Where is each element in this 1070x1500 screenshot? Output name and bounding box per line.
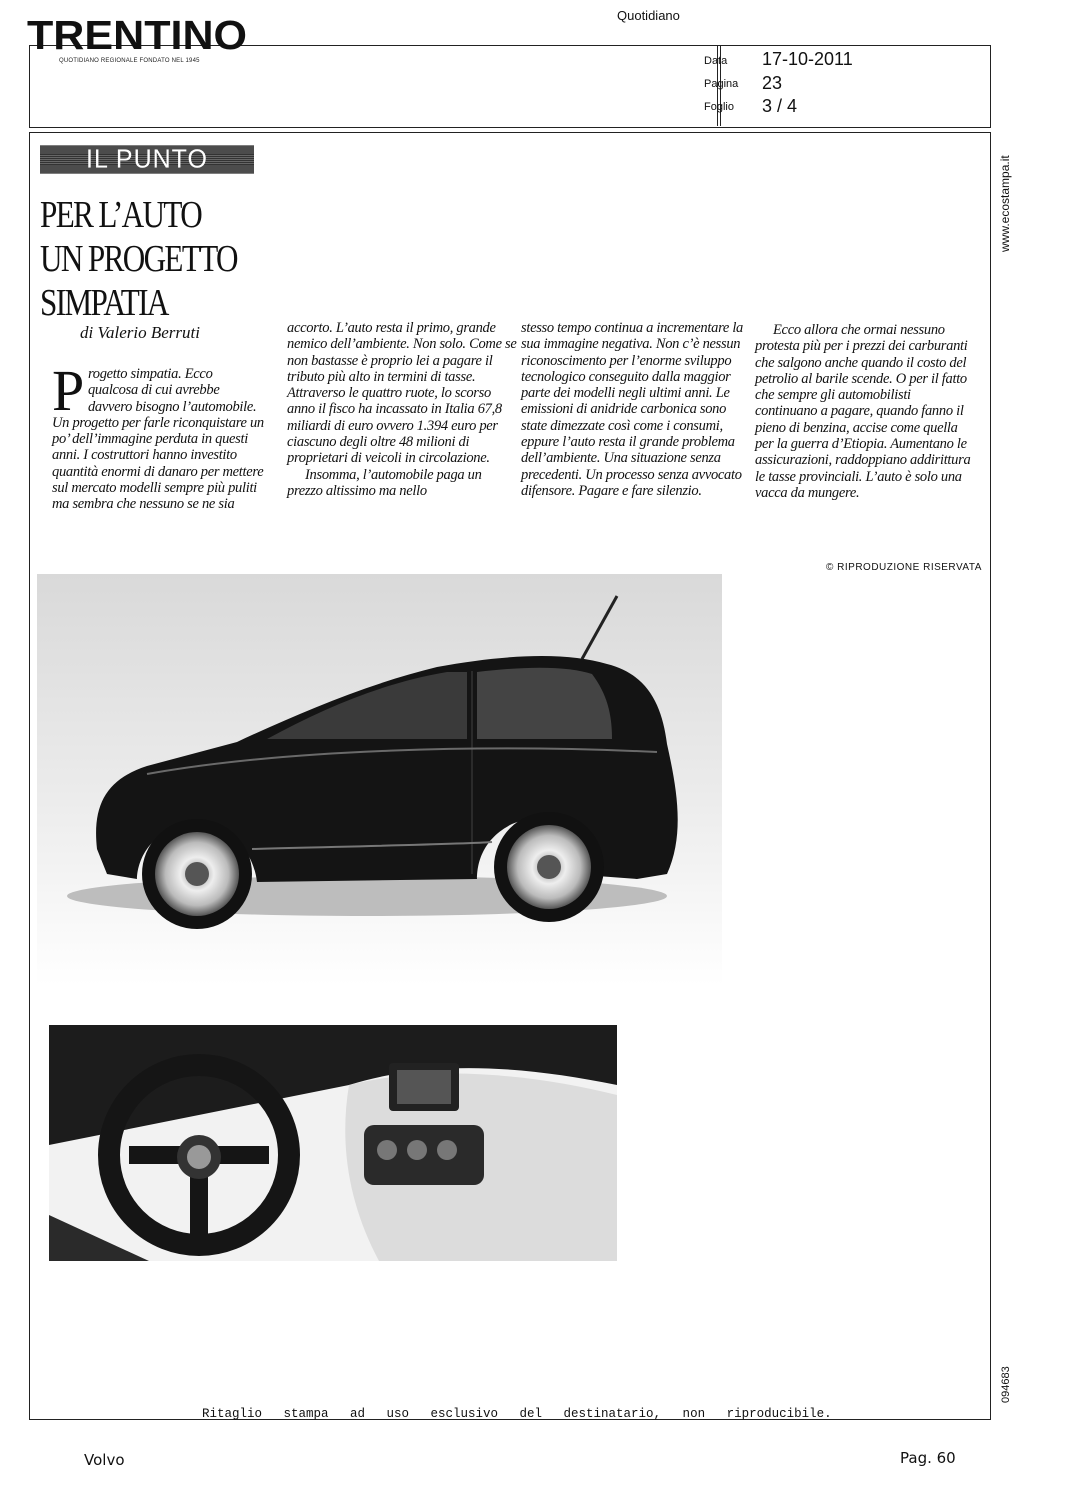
column-1-text: rogetto simpatia. Ecco qualcosa di cui avrebbe davvero bisogno l’automobile. Un progetto per farle riconquistare un po’ dell’immagine perduta in questi anni. I costruttori hanno investito quantità enormi di danaro per mettere sul mercato modelli sempre più puliti ma sembra che nessuno se ne sia: [52, 366, 264, 513]
article-column-4: [755, 322, 975, 501]
column-2-text-b: Insomma, l’automobile paga un prezzo altissimo ma nello: [287, 466, 482, 499]
drop-cap: P: [52, 358, 84, 423]
page-number: Pag. 60: [900, 1449, 956, 1467]
publication-type: Quotidiano: [617, 8, 680, 23]
column-3-text: stesso tempo continua a incrementare la sua immagine negativa. Non c’è nessun riconoscimento per l’enorme sviluppo tecnologico conseguito dalla maggior parte dei modelli negli ultimi anni. Le emissioni di anidride carbonica sono state dimezzate così come i consumi, eppure l’auto resta il grande problema dell’ambiente. Una situazione senza precedenti. Un processo senza avvocato difensore. Pagare e fare silenzio.: [521, 320, 744, 499]
article-column-1: [52, 358, 264, 513]
headline-line: PER L’AUTO: [40, 194, 202, 236]
headline-line: UN PROGETTO: [40, 238, 237, 280]
date-value: 17-10-2011: [762, 49, 853, 69]
car-interior-photo: [49, 1025, 617, 1261]
page-value: 23: [762, 73, 783, 93]
newspaper-logo: TRENTINO: [27, 12, 248, 58]
website-watermark: www.ecostampa.it: [998, 155, 1012, 252]
copyright-credit: © RIPRODUZIONE RISERVATA: [826, 562, 982, 573]
page-label: Pagina: [704, 78, 739, 90]
column-2-text: accorto. L’auto resta il primo, grande nemico dell’ambiente. Non solo. Come se non bastasse è proprio lei a pagare il tributo più alto in termini di tasse. Attraverso le quattro ruote, lo scorso anno il fisco ha incassato in Italia 67,8 miliardi di euro ovvero 1.394 euro per ciascuno degli oltre 48 milioni di proprietari di veicoli in circolazione.: [287, 320, 517, 467]
section-kicker: IL PUNTO: [40, 145, 254, 173]
column-4-text: Ecco allora che ormai nessuno protesta più per i prezzi dei carburanti che salgono anche quando il costo del petrolio al barile scende. O per il fatto che sempre gli automobilisti continuano a pagare, quando fanno il pieno di benzina, accise come quella per la guerra d’Etiopia. Aumentano le assicurazioni, raddoppiano addirittura le tasse provinciali. L’auto è solo una vacca da mungere.: [755, 322, 971, 501]
headline-line: SIMPATIA: [40, 282, 168, 324]
clipping-disclaimer: Ritaglio stampa ad uso esclusivo del destinatario, non riproducibile.: [202, 1407, 832, 1421]
newspaper-logo-subtitle: QUOTIDIANO REGIONALE FONDATO NEL 1945: [59, 58, 200, 64]
client-name: Volvo: [84, 1451, 125, 1469]
date-label: Data: [704, 55, 728, 67]
article-column-3: [521, 320, 753, 499]
sheet-value: 3 / 4: [762, 96, 798, 116]
car-side-photo: [37, 574, 722, 986]
clipping-code: 094683: [1000, 1366, 1012, 1403]
article-byline: di Valerio Berruti: [80, 323, 200, 342]
sheet-label: Foglio: [704, 101, 734, 113]
article-column-2: [287, 320, 519, 499]
article-headline: [40, 193, 237, 325]
